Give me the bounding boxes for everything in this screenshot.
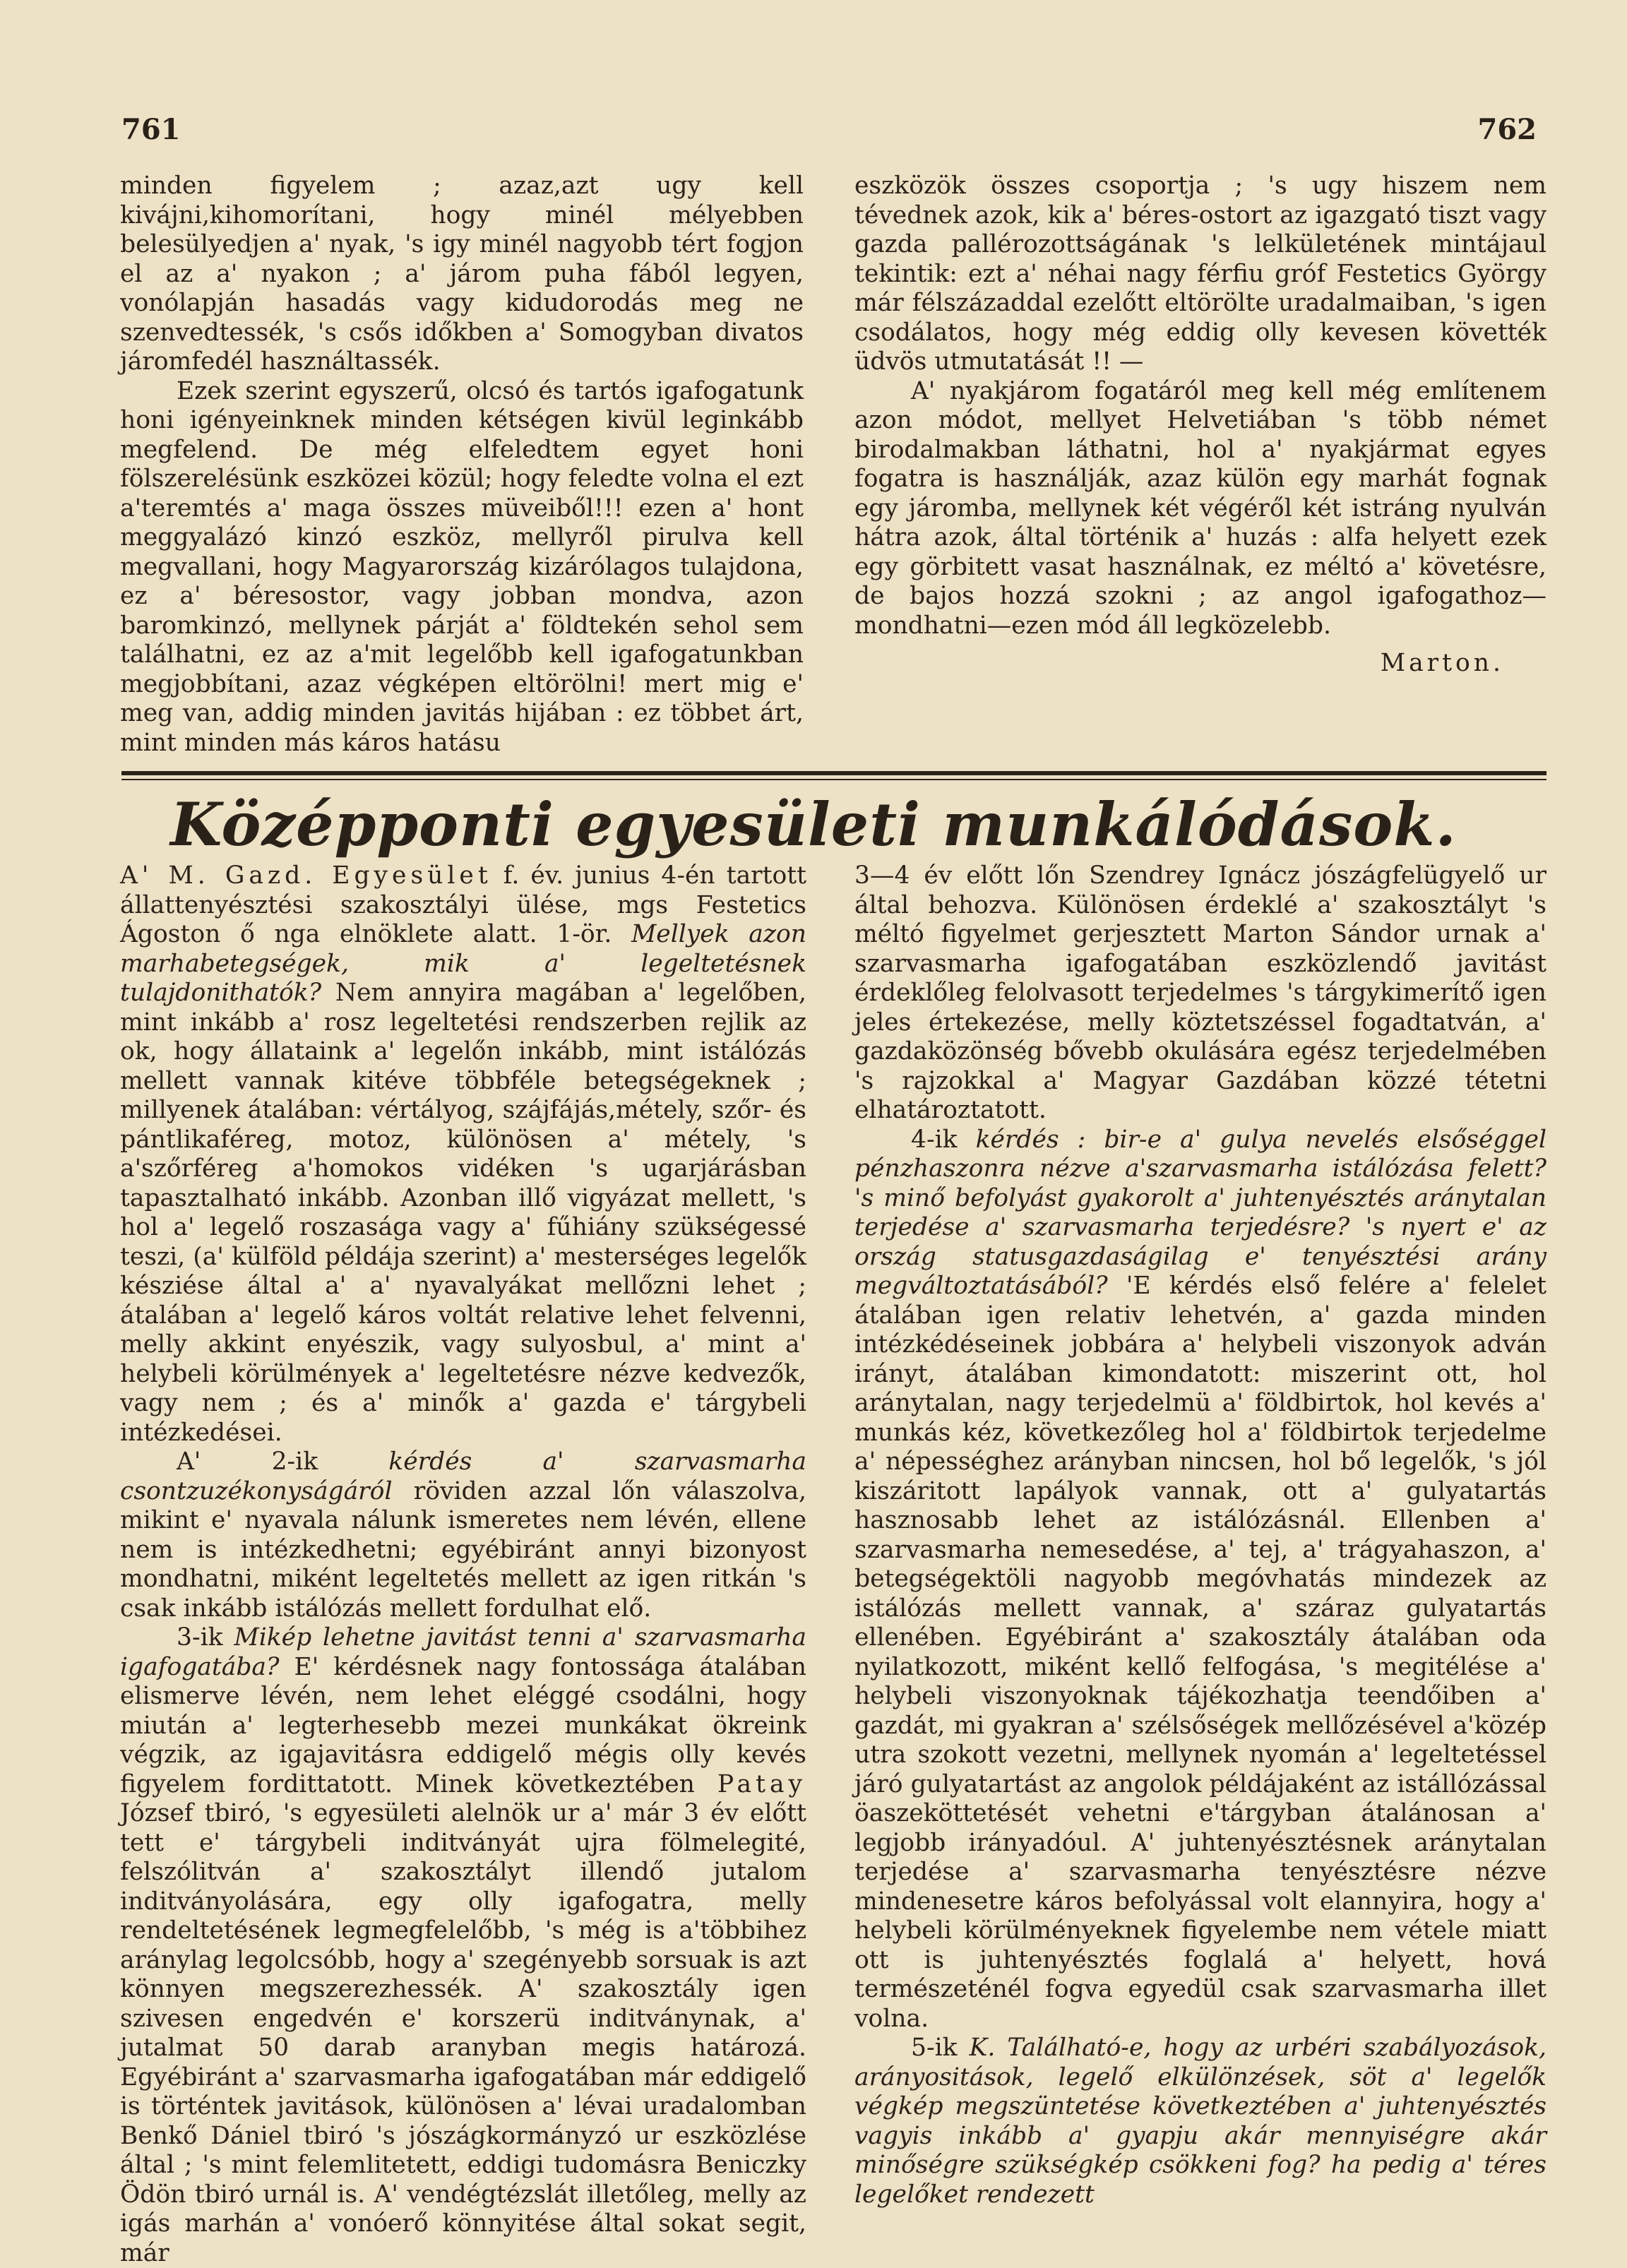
paragraph-question-3: 3-ik Mikép lehetne javitást tenni a' szarvasmarha igafogatába? E' kérdésnek nagy fontossága átalában elismerve lévén, nem lehet eléggé csodálni, hogy miután a' legterhesebb mezei munkákat ökreink végzik, az igajavitásra eddigelő mégis olly kevés figyelem fordittatott. Minek következtében Patay József tbiró, 's egyesületi alelnök ur a' már 3 év előtt tett e' tárgybeli inditványát ujra fölmelegité, felszólitván a' szakosztályt illendő jutalom inditványolására, egy olly igafogatra, melly rendeltetésének legmegfelelőbb, 's még is a'többihez aránylag legolcsóbb, hogy a' szegényebb sorsuak is azt könnyen megszerezhessék. A' szakosztály igen szivesen engedvén e' korszerü inditványnak, a' jutalmat 50 darab aranyban megis határozá. Egyébiránt a' szarvasmarha igafogatában már eddigelő is történtek javitások, különösen a' lévai uradalomban Benkő Dániel tbiró 's jószágkormányzó ur eszközlése által ; 's mint felemlitetett, eddigi tudomásra Beniczky Ödön tbiró urnál is. A' vendégtézslát illetőleg, melly az igás marhán a' vonóerő könnyitése által sokat segit, már: [120, 1623, 806, 2267]
paragraph: minden figyelem ; azaz,azt ugy kell kivájni,kihomorítani, hogy minél mélyebben belesülyedjen a' nyak, 's igy minél nagyobb tért fogjon el az a' nyakon ; a' járom puha fából legyen, vonólapján hasadás vagy kidudorodás meg ne szenvedtessék, 's csős időkben a' Somogyban divatos járomfedél használtassék.: [120, 172, 804, 376]
paragraph-question-2: A' 2-ik kérdés a' szarvasmarha csontzuzékonyságáról röviden azzal lőn válaszolva, mikint e' nyavala nálunk ismeretes nem lévén, ellene nem is intézkedhetni; egyébiránt annyi bizonyost mondhatni, miként legeltetés mellett az igen ritkán 's csak inkább istálózás mellett fordulhat elő.: [120, 1448, 806, 1623]
section-divider: [121, 771, 1546, 775]
bottom-left-column: [120, 861, 806, 2267]
person-name: Patay: [717, 1769, 806, 1798]
question-text: K. Található-e, hogy az urbéri szabályozások, arányositások, legelő elkülönzések, söt a' legelők végkép megszüntetése következtében a' juhtenyésztés vagyis inkább a' gyapju akár mennyiségre akár minőségre szükségkép csökkeni fog? ha pedig a' téres legelőket rendezett: [854, 2034, 1546, 2209]
society-name: A' M. Gazd. Egyesület: [120, 861, 492, 890]
paragraph: eszközök összes csoportja ; 's ugy hiszem nem tévednek azok, kik a' béres-ostort az igazgató tiszt vagy gazda pallérozottságának 's lelkületének mintájaul tekintik: ezt a' néhai nagy férfiu gróf Festetics György már félszázaddal ezelőtt eltörölte uradalmaiban, 's igen csodálatos, hogy még eddig olly kevesen követték üdvös utmutatását !! —: [854, 172, 1546, 376]
paragraph-question-1: A' M. Gazd. Egyesület f. év. junius 4-én tartott állattenyésztési szakosztályi ülése, mgs Festetics Ágoston ő nga elnöklete alatt. 1-ör. Mellyek azon marhabetegségek, mik a' legeltetésnek tulajdonithatók? Nem annyira magában a' legelőben, mint inkább a' rosz legeltetési rendszerben rejlik az ok, hogy állataink a' legelőn inkább, mint istálózás mellett vannak kitéve többféle betegségeknek ; millyenek átalában: vértályog, szájfájás,métely, szőr- és pántlikaféreg, motoz, különösen a' métely, 's a'szőrféreg a'homokos vidéken 's ugarjárásban tapasztalható inkább. Azonban illő vigyázat mellett, 's hol a' legelő roszasága vagy a' fűhiány szükségessé teszi, (a' külföld példája szerint) a' mesterséges legelők késziése által a' a' nyavalyákat mellőzni lehet ; átalában a' legelő káros voltát relative lehet felvenni, melly akkint enyészik, vagy sulyosbul, a' mint a' helybeli körülmények a' legeltetésre nézve kedvezők, vagy nem ; és a' minők a' gazda e' tárgybeli intézkedései.: [120, 861, 806, 1447]
paragraph: Ezek szerint egyszerű, olcsó és tartós igafogatunk honi igényeinknek minden kétségen kivül leginkább megfelend. De még elfeledtem egyet honi fölszerelésünk eszközei közül; hogy feledte volna el ezt a'teremtés a' maga összes müveiből!!! ezen a' hont meggyalázó kinzó eszköz, mellyről pirulva kell megvallani, hogy Magyarország kizárólagos tulajdona, ez a' béresostor, vagy jobban mondva, azon baromkinzó, mellynek párját a' földtekén sehol sem találhatni, ez az a'mit legelőbb kell igafogatunkban megjobbítani, azaz végképen eltörölni! mert mig e' meg van, addig minden javitás hijában : ez többet árt, mint minden más káros hatásu: [120, 376, 804, 757]
top-left-column: [120, 172, 804, 757]
top-right-column: [854, 172, 1546, 744]
paragraph-question-5: 5-ik K. Található-e, hogy az urbéri szabályozások, arányositások, legelő elkülönzések, söt a' legelők végkép megszüntetése következtében a' juhtenyésztés vagyis inkább a' gyapju akár mennyiségre akár minőségre szükségkép csökkeni fog? ha pedig a' téres legelőket rendezett: [854, 2034, 1546, 2209]
question-text: kérdés a' szarvasmarha csontzuzékonyságáról: [120, 1448, 806, 1505]
bottom-right-column: [854, 861, 1546, 2224]
question-text: kérdés : bir-e a' gulya nevelés elsőséggel pénzhaszonra nézve a'szarvasmarha istálózása felett? 's minő befolyást gyakorolt a' juhtenyésztés aránytalan terjedése a' szarvasmarha terjedésre? 's nyert e' az ország statusgazdaságilag e' tenyésztési arány megváltoztatásából?: [854, 1125, 1546, 1300]
page-number-right: 762: [1477, 113, 1537, 146]
section-title: Középponti egyesületi munkálódások.: [170, 789, 1457, 859]
page-number-left: 761: [121, 113, 181, 146]
paragraph: A' nyakjárom fogatáról meg kell még említenem azon módot, mellyet Helvetiában 's több német birodalmakban láthatni, hol a' nyakjármat egyes fogatra is használják, azaz külön egy marhát fognak egy járomba, mellynek két végéről két istráng nyulván hátra azok, által történik a' huzás : alfa helyett ezek egy görbitett vasat használnak, ez méltó a' követésre, de bajos hozzá szokni ; az angol igafogathoz—mondhatni—ezen mód áll legközelebb.: [854, 376, 1546, 640]
paragraph: 3—4 év előtt lőn Szendrey Ignácz jószágfelügyelő ur által behozva. Különösen érdeklé a' szakosztályt 's méltó figyelmet gerjesztett Marton Sándor urnak a' szarvasmarha igafogatában eszközlendő javitást érdeklőleg felolvasott terjedelmes 's tárgykimerítő igen jeles értekezése, melly köztetszéssel fogadtatván, a' gazdaközönség bővebb okulására egész terjedelmében 's rajzokkal a' Magyar Gazdában közzé tétetni elhatároztatott.: [854, 861, 1546, 1124]
question-text: Mellyek azon marhabetegségek, mik a' legeltetésnek tulajdonithatók?: [120, 920, 806, 1007]
question-text: Mikép lehetne javitást tenni a' szarvasmarha igafogatába?: [120, 1623, 806, 1681]
author-signature: Marton.: [1380, 649, 1504, 677]
paragraph-question-4: 4-ik kérdés : bir-e a' gulya nevelés elsőséggel pénzhaszonra nézve a'szarvasmarha istálózása felett? 's minő befolyást gyakorolt a' juhtenyésztés aránytalan terjedése a' szarvasmarha terjedésre? 's nyert e' az ország statusgazdaságilag e' tenyésztési arány megváltoztatásából? 'E kérdés első felére a' felelet átalában igen relativ lehetvén, a' gazda minden intézkédéseinek jobbára a' helybeli viszonyok adván irányt, átalában kimondatott: miszerint ott, hol aránytalan, nagy terjedelmü a' földbirtok, hol kevés a' munkás kéz, következőleg hol a' földbirtok terjedelme a' népességhez arányban nincsen, hol bő legelők, 's jól kiszáritott lapályok vannak, ott a' gulyatartás hasznosabb lehet az istálózásnál. Ellenben a' szarvasmarha nemesedése, a' tej, a' trágyahaszon, a' betegségektöli nagyobb megóvhatás mindezek az istálózás mellett vannak, a' száraz gulyatartás ellenében. Egyébiránt a' szakosztály átalában oda nyilatkozott, miként kellő felfogása, 's megitélése a' helybeli viszonyoknak tájékozhatja teendőiben a' gazdát, mi gyakran a' szélsőségek mellőzésével a'közép utra szokott vezetni, mellynek nyomán a' legeltetéssel járó gulyatartást az angolok példájaként az istállózással öaszeköttetését vehetni e'tárgyban átalánosan a' legjobb irányadóul. A' juhtenyésztésnek aránytalan terjedése a' szarvasmarha tenyésztésre nézve mindenesetre káros befolyással volt elannyira, hogy a' helybeli körülményeknek figyelembe nem vétele miatt ott is juhtenyésztés foglalá a' helyett, hová természeténél fogva egyedül csak szarvasmarha illet volna.: [854, 1125, 1546, 2033]
section-divider-thin: [121, 779, 1546, 780]
